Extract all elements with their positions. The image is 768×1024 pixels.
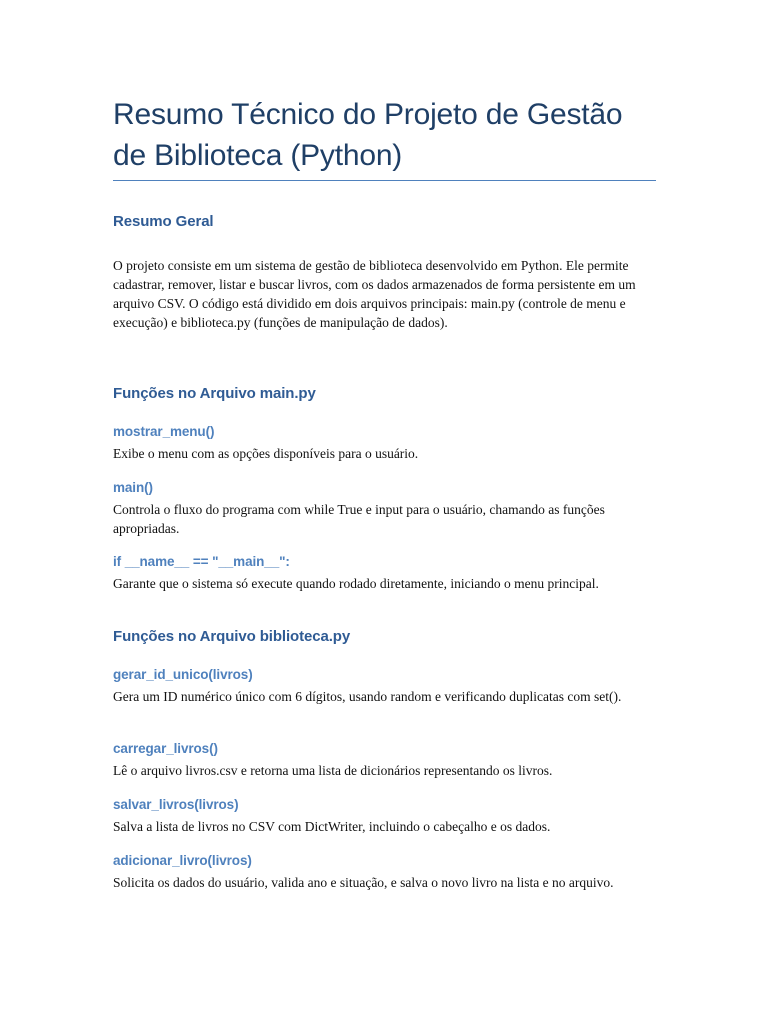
- function-description-salvar-livros: Salva a lista de livros no CSV com DictWriter, incluindo o cabeçalho e os dados.: [113, 819, 551, 834]
- function-name-adicionar-livro: adicionar_livro(livros): [113, 853, 252, 868]
- section-heading-biblioteca-py: Funções no Arquivo biblioteca.py: [113, 628, 351, 645]
- function-description-if-main: Garante que o sistema só execute quando rodado diretamente, iniciando o menu principal.: [113, 576, 599, 591]
- function-name-main: main(): [113, 480, 153, 495]
- section-heading-resumo-geral: Resumo Geral: [113, 213, 214, 230]
- function-name-salvar-livros: salvar_livros(livros): [113, 797, 239, 812]
- section-heading-main-py: Funções no Arquivo main.py: [113, 385, 316, 402]
- function-name-gerar-id-unico: gerar_id_unico(livros): [113, 667, 253, 682]
- document-title: Resumo Técnico do Projeto de Gestão de Biblioteca (Python): [113, 98, 623, 172]
- function-description-carregar-livros: Lê o arquivo livros.csv e retorna uma lista de dicionários representando os livros.: [113, 763, 553, 778]
- function-name-carregar-livros: carregar_livros(): [113, 741, 218, 756]
- function-description-adicionar-livro: Solicita os dados do usuário, valida ano e situação, e salva o novo livro na lista e no arquivo.: [113, 875, 614, 890]
- function-description-main: Controla o fluxo do programa com while True e input para o usuário, chamando as funções apropriadas.: [113, 502, 605, 536]
- section-paragraph-resumo-geral: O projeto consiste em um sistema de gestão de biblioteca desenvolvido em Python. Ele permite cadastrar, remover, listar e buscar livros, com os dados armazenados de forma persistente em um arquivo CSV. O código está dividido em dois arquivos principais: main.py (controle de menu e execução) e biblioteca.py (funções de manipulação de dados).: [113, 258, 636, 330]
- title-underline: [113, 180, 656, 181]
- function-description-mostrar-menu: Exibe o menu com as opções disponíveis para o usuário.: [113, 446, 419, 461]
- function-description-gerar-id-unico: Gera um ID numérico único com 6 dígitos, usando random e verificando duplicatas com set().: [113, 689, 622, 704]
- function-name-if-main: if __name__ == "__main__":: [113, 554, 290, 569]
- function-name-mostrar-menu: mostrar_menu(): [113, 424, 215, 439]
